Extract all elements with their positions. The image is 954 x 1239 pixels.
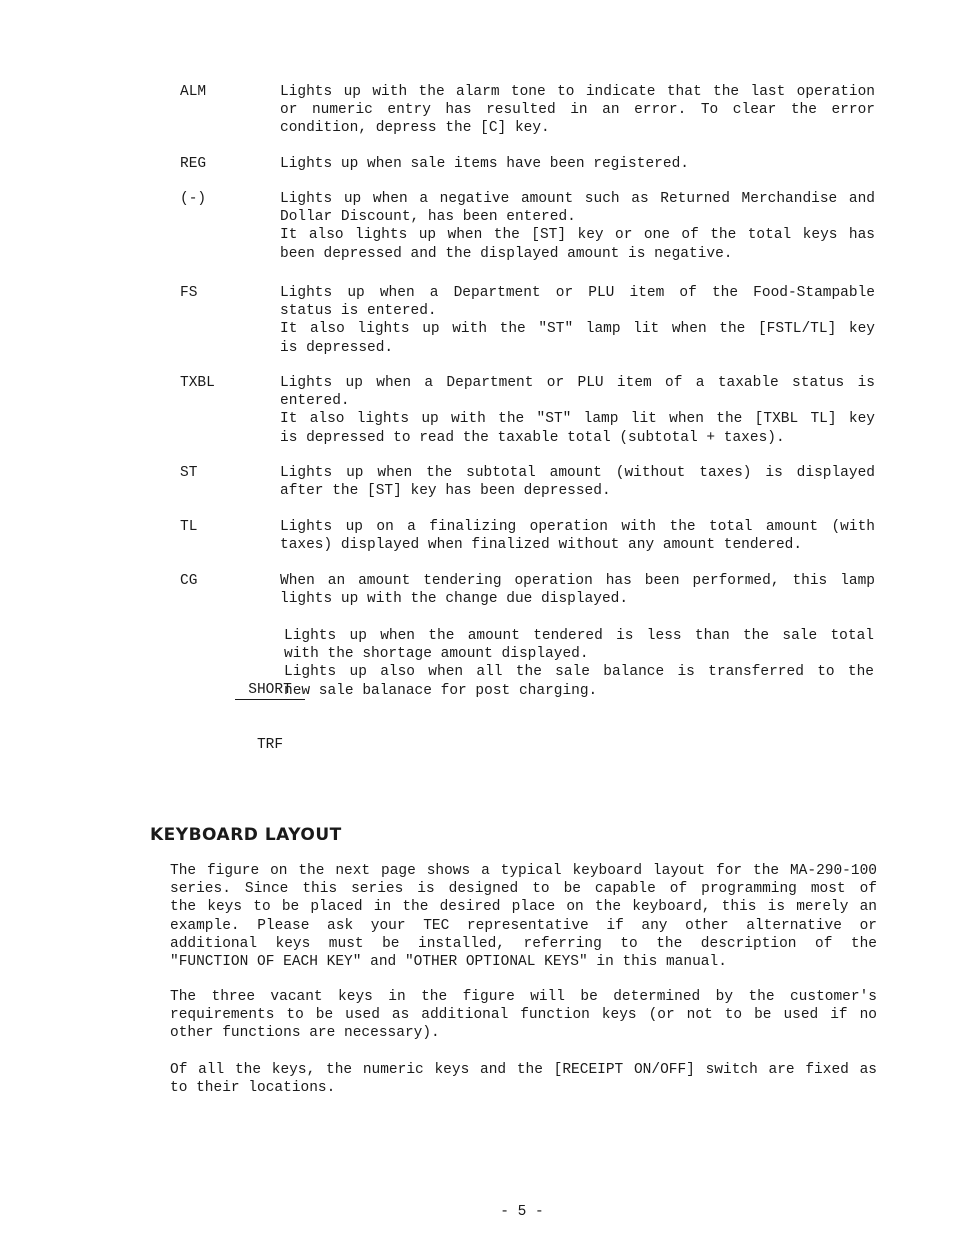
description-line: Lights up when a negative amount such as Returned Merchandise and xyxy=(280,191,875,207)
lamp-description xyxy=(280,518,875,554)
lamp-description xyxy=(280,374,875,447)
description-line: lights up with the change due displayed. xyxy=(280,591,629,608)
description-line: It also lights up when the [ST] key or one of the total keys has xyxy=(280,227,875,244)
lamp-description xyxy=(280,572,875,608)
description-line: is depressed. xyxy=(280,339,394,356)
paragraph-fixed-keys xyxy=(170,1061,877,1097)
paragraph-line: to their locations. xyxy=(170,1080,336,1097)
section-title: KEYBOARD LAYOUT xyxy=(150,825,342,845)
description-line: Lights up when sale items have been registered. xyxy=(280,156,689,172)
description-line: new sale balanace for post charging. xyxy=(284,682,598,699)
description-line: It also lights up with the "ST" lamp lit when the [FSTL/TL] key xyxy=(280,321,875,338)
lamp-term: ALM xyxy=(180,84,207,100)
description-line: entered. xyxy=(280,393,350,410)
lamp-term: TXBL xyxy=(180,375,215,391)
description-line: Lights up when the amount tendered is less than the sale total xyxy=(284,628,874,644)
lamp-description xyxy=(280,190,875,263)
description-line: Lights up when the subtotal amount (without taxes) is displayed xyxy=(280,465,875,481)
page-number: - 5 - xyxy=(500,1204,544,1220)
paragraph-line: The figure on the next page shows a typical keyboard layout for the MA-290-100 xyxy=(170,863,877,879)
description-line: been depressed and the displayed amount is negative. xyxy=(280,245,733,262)
description-line: taxes) displayed when finalized without any amount tendered. xyxy=(280,537,803,554)
lamp-description xyxy=(284,627,874,700)
lamp-term xyxy=(183,627,292,808)
description-line: is depressed to read the taxable total (subtotal + taxes). xyxy=(280,429,785,446)
description-line: condition, depress the [C] key. xyxy=(280,120,550,137)
lamp-description xyxy=(280,155,875,173)
description-line: Lights up with the alarm tone to indicate that the last operation xyxy=(280,84,875,100)
lamp-term: TL xyxy=(180,519,198,535)
paragraph-line: other functions are necessary). xyxy=(170,1025,440,1042)
paragraph-keyboard-intro xyxy=(170,862,877,971)
lamp-description xyxy=(280,83,875,138)
description-line: Lights up also when all the sale balance is transferred to the xyxy=(284,664,874,681)
lamp-term: CG xyxy=(180,573,198,589)
paragraph-line: requirements to be used as additional function keys (or not to be used if no xyxy=(170,1007,877,1024)
paragraph-line: Of all the keys, the numeric keys and the [RECEIPT ON/OFF] switch are fixed as xyxy=(170,1062,877,1078)
lamp-term-bottom: TRF xyxy=(256,737,284,753)
description-line: Dollar Discount, has been entered. xyxy=(280,209,576,226)
paragraph-line: additional keys must be installed, referring to the description of the xyxy=(170,935,877,952)
paragraph-line: the keys to be placed in the desired place on the keyboard, this is merely an xyxy=(170,899,877,916)
description-line: It also lights up with the "ST" lamp lit when the [TXBL TL] key xyxy=(280,411,875,428)
description-line: When an amount tendering operation has been performed, this lamp xyxy=(280,573,875,589)
description-line: or numeric entry has resulted in an error. To clear the error xyxy=(280,102,875,119)
paragraph-line: series. Since this series is designed to be capable of programming most of xyxy=(170,881,877,898)
description-line: Lights up when a Department or PLU item of the Food-Stampable xyxy=(280,285,875,301)
description-line: Lights up on a finalizing operation with the total amount (with xyxy=(280,519,875,535)
lamp-term: REG xyxy=(180,156,207,172)
description-line: with the shortage amount displayed. xyxy=(284,646,589,663)
lamp-term: (-) xyxy=(180,191,207,207)
description-line: status is entered. xyxy=(280,303,437,320)
paragraph-line: The three vacant keys in the figure will be determined by the customer's xyxy=(170,989,877,1005)
description-line: after the [ST] key has been depressed. xyxy=(280,483,611,500)
paragraph-line: example. Please ask your TEC representative if any other alternative or xyxy=(170,917,877,934)
lamp-term-top: SHORT xyxy=(235,681,305,700)
paragraph-vacant-keys xyxy=(170,988,877,1043)
lamp-term: FS xyxy=(180,285,198,301)
description-line: Lights up when a Department or PLU item of a taxable status is xyxy=(280,375,875,391)
lamp-description xyxy=(280,464,875,500)
paragraph-line: "FUNCTION OF EACH KEY" and "OTHER OPTIONAL KEYS" in this manual. xyxy=(170,954,727,971)
lamp-description xyxy=(280,284,875,357)
lamp-term: ST xyxy=(180,465,198,481)
